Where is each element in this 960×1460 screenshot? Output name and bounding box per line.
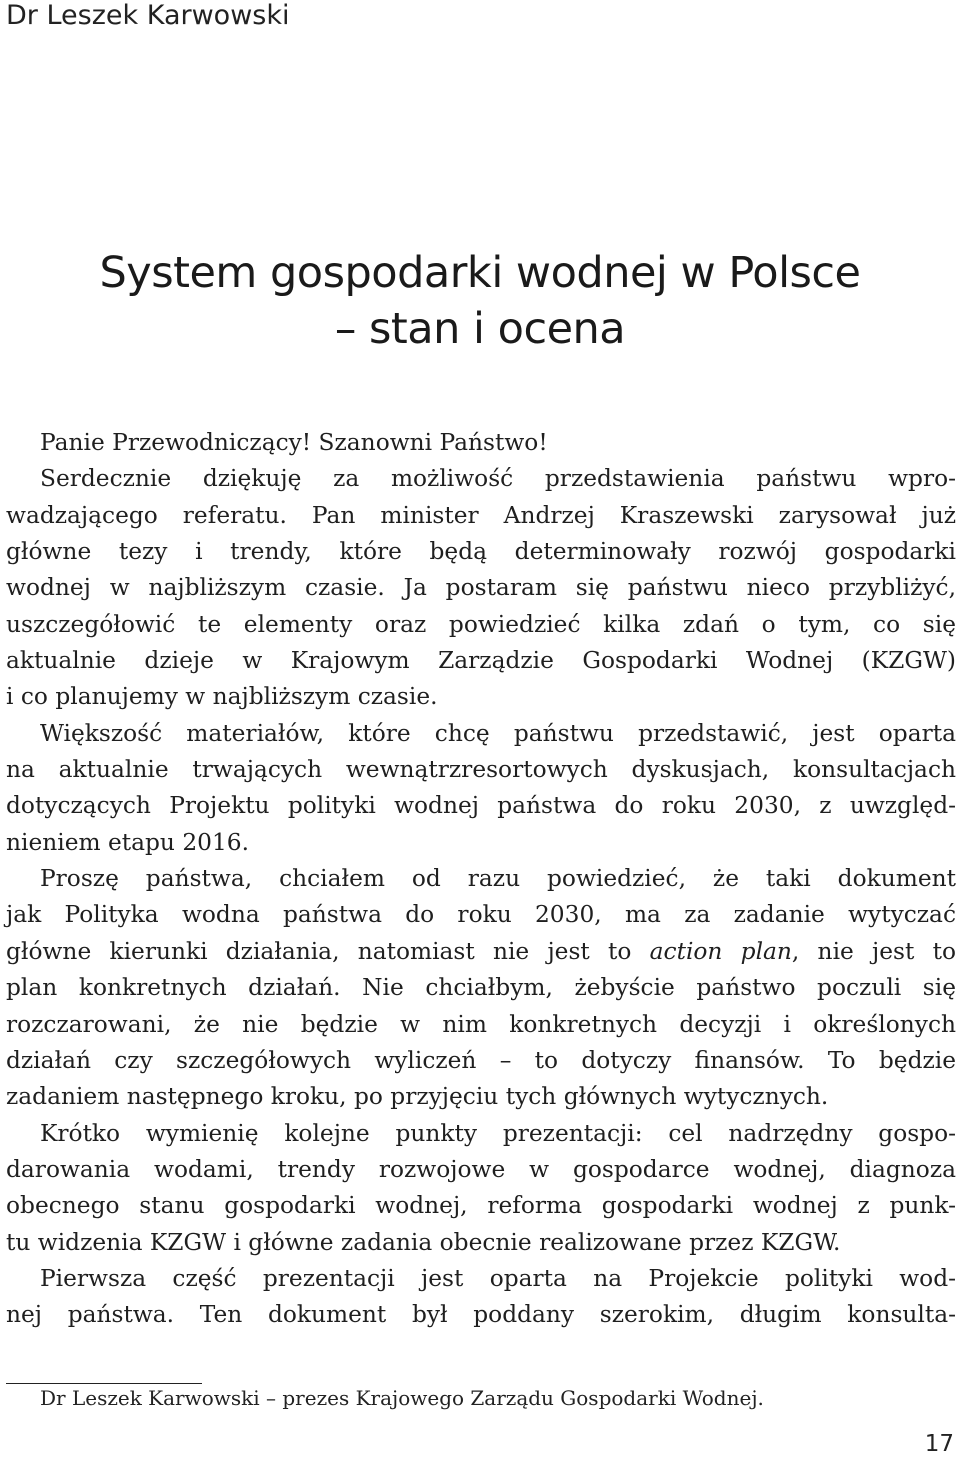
running-header-author: Dr Leszek Karwowski	[6, 0, 290, 31]
body-line-text: główne kierunki działania, natomiast nie jest to	[6, 937, 650, 965]
body-line: Krótko wymienię kolejne punkty prezentacji: cel nadrzędny gospo-	[40, 1119, 956, 1147]
body-line: Większość materiałów, które chcę państwu przedstawić, jest oparta	[40, 719, 956, 747]
body-line: nej państwa. Ten dokument był poddany szerokim, długim konsulta-	[6, 1301, 956, 1329]
body-line: plan konkretnych działań. Nie chciałbym, żebyście państwo poczuli się	[6, 974, 956, 1002]
body-line: rozczarowani, że nie będzie w nim konkretnych decyzji i określonych	[6, 1010, 956, 1038]
body-line: zadaniem następnego kroku, po przyjęciu tych głównych wytycznych.	[6, 1083, 829, 1111]
body-line: uszczegółowić te elementy oraz powiedzieć kilka zdań o tym, co się	[6, 610, 956, 638]
body-line	[6, 934, 956, 970]
body-line-text: , nie jest to	[791, 937, 956, 965]
body-line: działań czy szczegółowych wyliczeń – to dotyczy finansów. To będzie	[6, 1046, 956, 1074]
article-title	[0, 245, 960, 357]
article-title-line-1: System gospodarki wodnej w Polsce	[99, 248, 861, 298]
body-line: Proszę państwa, chciałem od razu powiedzieć, że taki dokument	[40, 865, 956, 893]
body-line: Panie Przewodniczący! Szanowni Państwo!	[40, 429, 548, 456]
body-line: główne tezy i trendy, które będą determinowały rozwój gospodarki	[6, 538, 956, 566]
body-line: wadzającego referatu. Pan minister Andrzej Kraszewski zarysował już	[6, 501, 956, 529]
article-title-line-2: – stan i ocena	[334, 304, 626, 354]
body-line: jak Polityka wodna państwa do roku 2030, ma za zadanie wytyczać	[6, 901, 956, 929]
footnote: Dr Leszek Karwowski – prezes Krajowego Zarządu Gospodarki Wodnej.	[40, 1386, 764, 1410]
body-line: Pierwsza część prezentacji jest oparta na Projekcie polityki wod-	[40, 1264, 956, 1292]
body-line: i co planujemy w najbliższym czasie.	[6, 683, 438, 711]
body-text	[6, 425, 956, 1334]
body-line: tu widzenia KZGW i główne zadania obecnie realizowane przez KZGW.	[6, 1228, 841, 1256]
footnote-separator	[6, 1383, 202, 1384]
body-line: Serdecznie dziękuję za możliwość przedstawienia państwu wpro-	[40, 465, 956, 493]
body-line: obecnego stanu gospodarki wodnej, reforma gospodarki wodnej z punk-	[6, 1192, 956, 1220]
body-line: darowania wodami, trendy rozwojowe w gospodarce wodnej, diagnoza	[6, 1155, 956, 1183]
body-line: nieniem etapu 2016.	[6, 828, 250, 856]
body-line: dotyczących Projektu polityki wodnej państwa do roku 2030, z uwzględ-	[6, 792, 956, 820]
page-number: 17	[924, 1431, 954, 1457]
body-line: aktualnie dzieje w Krajowym Zarządzie Gospodarki Wodnej (KZGW)	[6, 647, 956, 675]
body-line: wodnej w najbliższym czasie. Ja postaram się państwu nieco przybliżyć,	[6, 574, 956, 602]
italic-phrase: action plan	[649, 937, 792, 965]
body-line: na aktualnie trwających wewnątrzresortowych dyskusjach, konsultacjach	[6, 756, 956, 784]
